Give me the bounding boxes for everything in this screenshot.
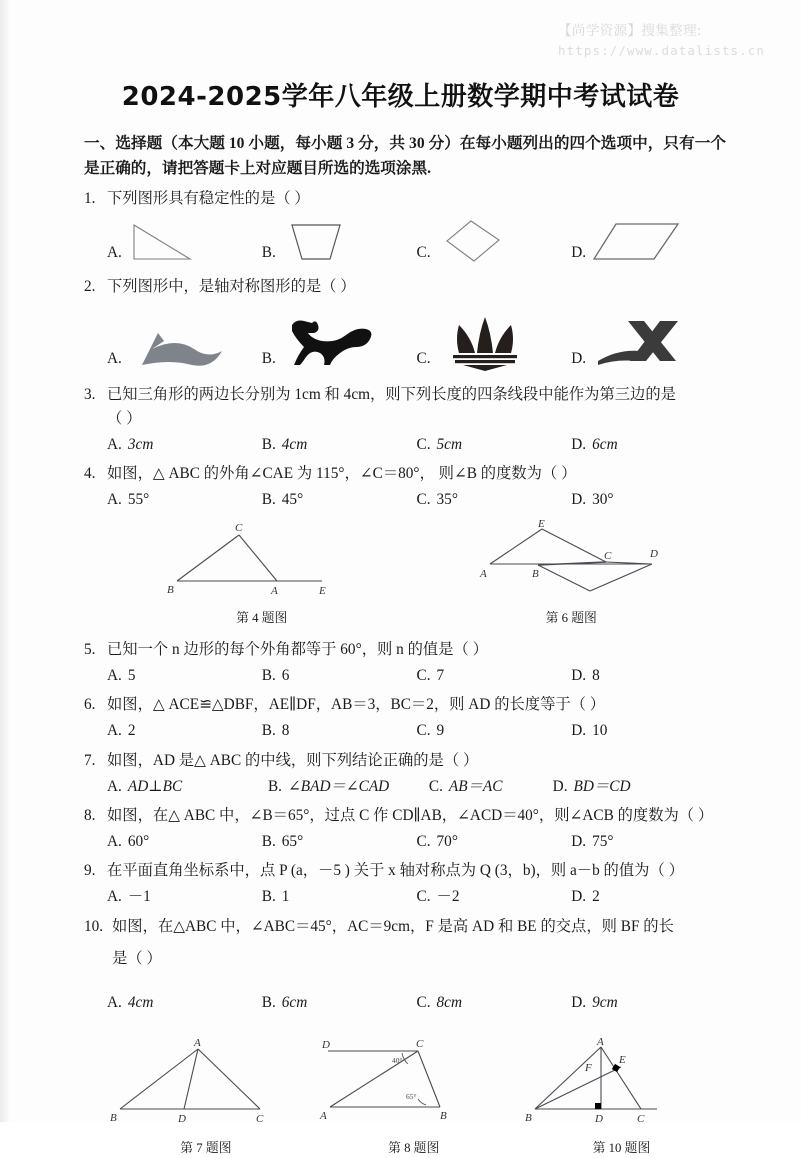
option-b[interactable] — [262, 830, 417, 854]
option-a[interactable] — [107, 775, 268, 799]
option-label: B. — [261, 722, 276, 740]
option-value: 70° — [436, 833, 458, 851]
option-value: －1 — [127, 888, 151, 906]
question-number: 4. — [84, 465, 96, 483]
option-a[interactable] — [107, 719, 262, 743]
vertex-label: A — [319, 1110, 327, 1122]
option-value: 75° — [592, 833, 614, 851]
right-triangle-icon — [128, 221, 206, 265]
question-3 — [84, 383, 726, 407]
question-number: 6. — [84, 696, 96, 714]
option-d[interactable] — [571, 885, 726, 909]
question-1-options — [107, 215, 726, 265]
option-c[interactable] — [417, 433, 572, 457]
figure-6 — [417, 519, 727, 628]
option-value: 9 — [436, 722, 445, 740]
figure-7-diagram — [106, 1037, 306, 1129]
vertex-label: E — [318, 584, 326, 597]
option-label: C. — [416, 993, 431, 1011]
option-d[interactable] — [571, 830, 726, 854]
option-label: D. — [571, 722, 587, 740]
figure-7 — [102, 1037, 310, 1158]
option-value: 45° — [281, 491, 304, 509]
option-c[interactable] — [429, 775, 553, 799]
option-value: 30° — [592, 491, 614, 509]
vertex-label: C — [604, 549, 612, 562]
option-label: D. — [571, 833, 587, 851]
question-3-options — [107, 433, 726, 457]
option-value: 5 — [127, 667, 136, 685]
option-b[interactable] — [262, 719, 417, 743]
option-b[interactable] — [262, 313, 417, 371]
figures-bottom-row — [102, 1037, 726, 1158]
question-9 — [84, 859, 726, 883]
question-6 — [84, 693, 726, 717]
option-value: 35° — [436, 491, 458, 509]
question-number: 1. — [84, 189, 96, 207]
lining-logo-icon — [128, 319, 232, 371]
question-4 — [84, 462, 726, 486]
option-value: ∠BAD＝∠CAD — [287, 777, 390, 795]
option-label: D. — [571, 667, 587, 685]
option-label: D. — [571, 993, 587, 1011]
question-10 — [84, 915, 726, 939]
figure-4-diagram — [147, 519, 377, 599]
option-label: A. — [107, 491, 122, 509]
option-c[interactable] — [417, 830, 572, 854]
option-value: 2 — [592, 888, 600, 906]
option-c[interactable] — [417, 315, 572, 371]
option-label: C. — [416, 436, 431, 454]
vertex-label: C — [255, 1113, 264, 1125]
option-b[interactable] — [262, 664, 417, 688]
option-c[interactable] — [417, 991, 572, 1015]
option-label: B. — [261, 349, 276, 367]
question-number: 2. — [84, 277, 96, 295]
option-b[interactable] — [268, 775, 429, 799]
option-label: B. — [261, 993, 276, 1011]
exam-content — [84, 131, 726, 1158]
vertex-label: F — [585, 1062, 593, 1074]
option-label: C. — [416, 349, 431, 367]
option-value: BD＝CD — [573, 777, 631, 795]
option-label: C. — [416, 491, 431, 509]
vertex-label: A — [193, 1037, 201, 1049]
option-label: A. — [107, 888, 122, 906]
option-value: AD⊥BC — [127, 777, 183, 795]
vertex-label: E — [619, 1054, 627, 1066]
question-number: 8. — [84, 806, 96, 824]
angle-label: 65° — [405, 1092, 417, 1101]
question-text: 已知一个 n 边形的每个外角都等于 60°，则 n 的值是（ ） — [107, 640, 488, 658]
question-10-text-continued: 是（ ） — [112, 949, 162, 967]
question-7-options — [107, 775, 726, 799]
question-8-options — [107, 830, 726, 854]
option-label: D. — [571, 349, 587, 367]
option-d[interactable] — [571, 991, 726, 1015]
vertex-label: E — [538, 517, 545, 530]
vertex-label: C — [637, 1113, 645, 1125]
option-value: 6cm — [592, 436, 618, 454]
watermark-source-text: 【尚学资源】搜集整理: — [557, 23, 702, 39]
vertex-label: A — [270, 584, 278, 597]
vertex-label: A — [597, 1036, 605, 1048]
option-label: B. — [261, 436, 276, 454]
trapezoid-icon — [282, 221, 360, 265]
option-d[interactable] — [571, 221, 726, 265]
option-value: 8cm — [436, 993, 463, 1011]
question-1 — [84, 187, 726, 211]
option-label: D. — [571, 888, 587, 906]
figures-middle-row — [107, 519, 726, 628]
option-label: D. — [571, 243, 587, 261]
section-heading: 一、选择题（本大题 10 小题，每小题 3 分，共 30 分）在每小题列出的四个选项中，只有一个是正确的，请把答题卡上对应题目所选的选项涂黑. — [84, 135, 726, 178]
question-number: 10. — [84, 917, 104, 935]
vertex-label: C — [415, 1038, 424, 1050]
vertex-label: B — [166, 583, 174, 596]
vertex-label: C — [234, 521, 243, 534]
figure-6-caption: 第 6 题图 — [545, 610, 597, 625]
option-a[interactable] — [107, 991, 262, 1015]
option-label: B. — [261, 833, 276, 851]
page-title: 2024-2025学年八年级上册数学期中考试试卷 — [121, 82, 680, 112]
option-label: A. — [107, 349, 122, 367]
option-label: B. — [267, 777, 282, 795]
question-9-options — [107, 885, 726, 909]
option-label: C. — [416, 722, 431, 740]
option-value: 55° — [127, 491, 150, 509]
puma-logo-icon — [282, 313, 378, 371]
option-value: 9cm — [592, 993, 618, 1011]
option-value: 6 — [281, 667, 290, 685]
option-value: 4cm — [281, 436, 308, 454]
option-value: AB＝AC — [448, 777, 503, 795]
option-a[interactable] — [107, 319, 262, 371]
option-value: 60° — [127, 833, 150, 851]
option-value: 8 — [281, 722, 290, 740]
question-text: 如图，在△ABC 中，∠ABC＝45°，AC＝9cm，F 是高 AD 和 BE 的交点，则 BF 的长 — [112, 917, 674, 935]
option-d[interactable] — [571, 488, 726, 512]
question-2-options — [107, 309, 726, 371]
figure-10-caption: 第 10 题图 — [592, 1141, 651, 1156]
figure-4-caption: 第 4 题图 — [236, 610, 288, 625]
option-b[interactable] — [262, 221, 417, 265]
option-label: B. — [261, 243, 276, 261]
option-value: 1 — [281, 888, 290, 906]
option-a[interactable] — [107, 885, 262, 909]
parallelogram-icon — [592, 221, 684, 265]
question-text: 如图，△ ABC 的外角∠CAE 为 115°，∠C＝80°， 则∠B 的度数为（ ） — [107, 465, 577, 483]
question-2 — [84, 275, 726, 299]
option-value: 4cm — [127, 993, 154, 1011]
option-c[interactable] — [417, 664, 572, 688]
question-number: 9. — [84, 862, 96, 880]
option-label: C. — [416, 243, 431, 261]
option-b[interactable] — [262, 488, 417, 512]
question-text: 如图，AD 是△ ABC 的中线，则下列结论正确的是（ ） — [107, 751, 479, 769]
x-logo-icon — [592, 315, 692, 371]
option-label: D. — [552, 777, 568, 795]
option-a[interactable] — [107, 221, 262, 265]
vertex-label: B — [532, 567, 539, 580]
option-value: 8 — [592, 667, 600, 685]
option-d[interactable] — [571, 664, 726, 688]
option-label: B. — [261, 888, 276, 906]
option-d[interactable] — [553, 775, 726, 799]
vertex-label: D — [177, 1113, 186, 1125]
option-value: 10 — [592, 722, 608, 740]
question-text: 如图，△ ACE≌△DBF，AE∥DF，AB＝3，BC＝2，则 AD 的长度等于（ ） — [107, 696, 606, 714]
figure-6-diagram — [456, 519, 686, 599]
option-label: C. — [428, 777, 443, 795]
option-c[interactable] — [417, 719, 572, 743]
option-a[interactable] — [107, 488, 262, 512]
option-label: A. — [107, 667, 122, 685]
option-b[interactable] — [262, 433, 417, 457]
option-c[interactable] — [417, 885, 572, 909]
question-3-text-continued: （ ） — [107, 409, 142, 427]
option-label: A. — [107, 243, 122, 261]
option-value: －2 — [436, 888, 460, 906]
option-value: 5cm — [436, 436, 463, 454]
question-number: 5. — [84, 640, 96, 658]
question-text: 下列图形具有稳定性的是（ ） — [107, 189, 310, 207]
option-label: A. — [107, 993, 122, 1011]
vertex-label: B — [439, 1110, 447, 1122]
option-value: 6cm — [281, 993, 308, 1011]
option-a[interactable] — [107, 433, 262, 457]
option-a[interactable] — [107, 664, 262, 688]
vertex-label: B — [525, 1112, 533, 1124]
question-7 — [84, 749, 726, 773]
watermark — [558, 22, 765, 60]
question-text: 如图，在△ ABC 中，∠B＝65°，过点 C 作 CD∥AB，∠ACD＝40°，则∠ACB 的度数为（ ） — [107, 806, 714, 824]
question-text: 在平面直角坐标系中，点 P (a，－5 ) 关于 x 轴对称点为 Q (3，b)，则 a－b 的值为（ ） — [107, 862, 684, 880]
figure-8 — [310, 1037, 518, 1158]
question-text: 下列图形中，是轴对称图形的是（ ） — [107, 277, 356, 295]
vertex-label: D — [321, 1039, 330, 1051]
question-number: 3. — [84, 385, 96, 403]
vertex-label: A — [480, 567, 487, 580]
vertex-label: D — [595, 1113, 604, 1125]
figure-10-diagram — [521, 1037, 721, 1129]
option-b[interactable] — [262, 991, 417, 1015]
vertex-label: B — [109, 1112, 117, 1124]
vertex-label: D — [650, 547, 659, 560]
figure-8-diagram — [314, 1037, 514, 1129]
question-4-options — [107, 488, 726, 512]
option-value: 2 — [127, 722, 136, 740]
option-label: A. — [107, 722, 122, 740]
question-6-options — [107, 719, 726, 743]
figure-10 — [518, 1037, 726, 1158]
option-value: 7 — [436, 667, 445, 685]
option-d[interactable] — [571, 315, 726, 371]
option-label: C. — [416, 833, 431, 851]
option-label: C. — [416, 888, 431, 906]
option-value: 3cm — [127, 436, 154, 454]
question-10-options — [107, 991, 726, 1015]
option-label: A. — [107, 777, 122, 795]
option-label: D. — [571, 491, 587, 509]
question-8 — [84, 804, 726, 828]
rhombus-icon — [437, 219, 515, 265]
angle-label: 40° — [391, 1056, 403, 1065]
option-d[interactable] — [571, 433, 726, 457]
option-c[interactable] — [417, 488, 572, 512]
option-label: B. — [261, 667, 276, 685]
option-label: A. — [107, 436, 122, 454]
option-label: B. — [261, 491, 276, 509]
option-d[interactable] — [571, 719, 726, 743]
option-label: D. — [571, 436, 587, 454]
adidas-logo-icon — [437, 315, 533, 371]
question-5 — [84, 638, 726, 662]
figure-8-caption: 第 8 题图 — [388, 1141, 440, 1156]
figure-4 — [107, 519, 417, 628]
question-5-options — [107, 664, 726, 688]
option-a[interactable] — [107, 830, 262, 854]
option-c[interactable] — [417, 219, 572, 265]
option-b[interactable] — [262, 885, 417, 909]
question-text: 已知三角形的两边长分别为 1cm 和 4cm，则下列长度的四条线段中能作为第三边的是 — [107, 385, 676, 403]
option-label: A. — [107, 833, 122, 851]
watermark-url: https://www.datalists.cn — [557, 42, 765, 58]
option-label: C. — [416, 667, 431, 685]
figure-7-caption: 第 7 题图 — [180, 1141, 232, 1156]
question-number: 7. — [84, 751, 96, 769]
option-value: 65° — [281, 833, 304, 851]
